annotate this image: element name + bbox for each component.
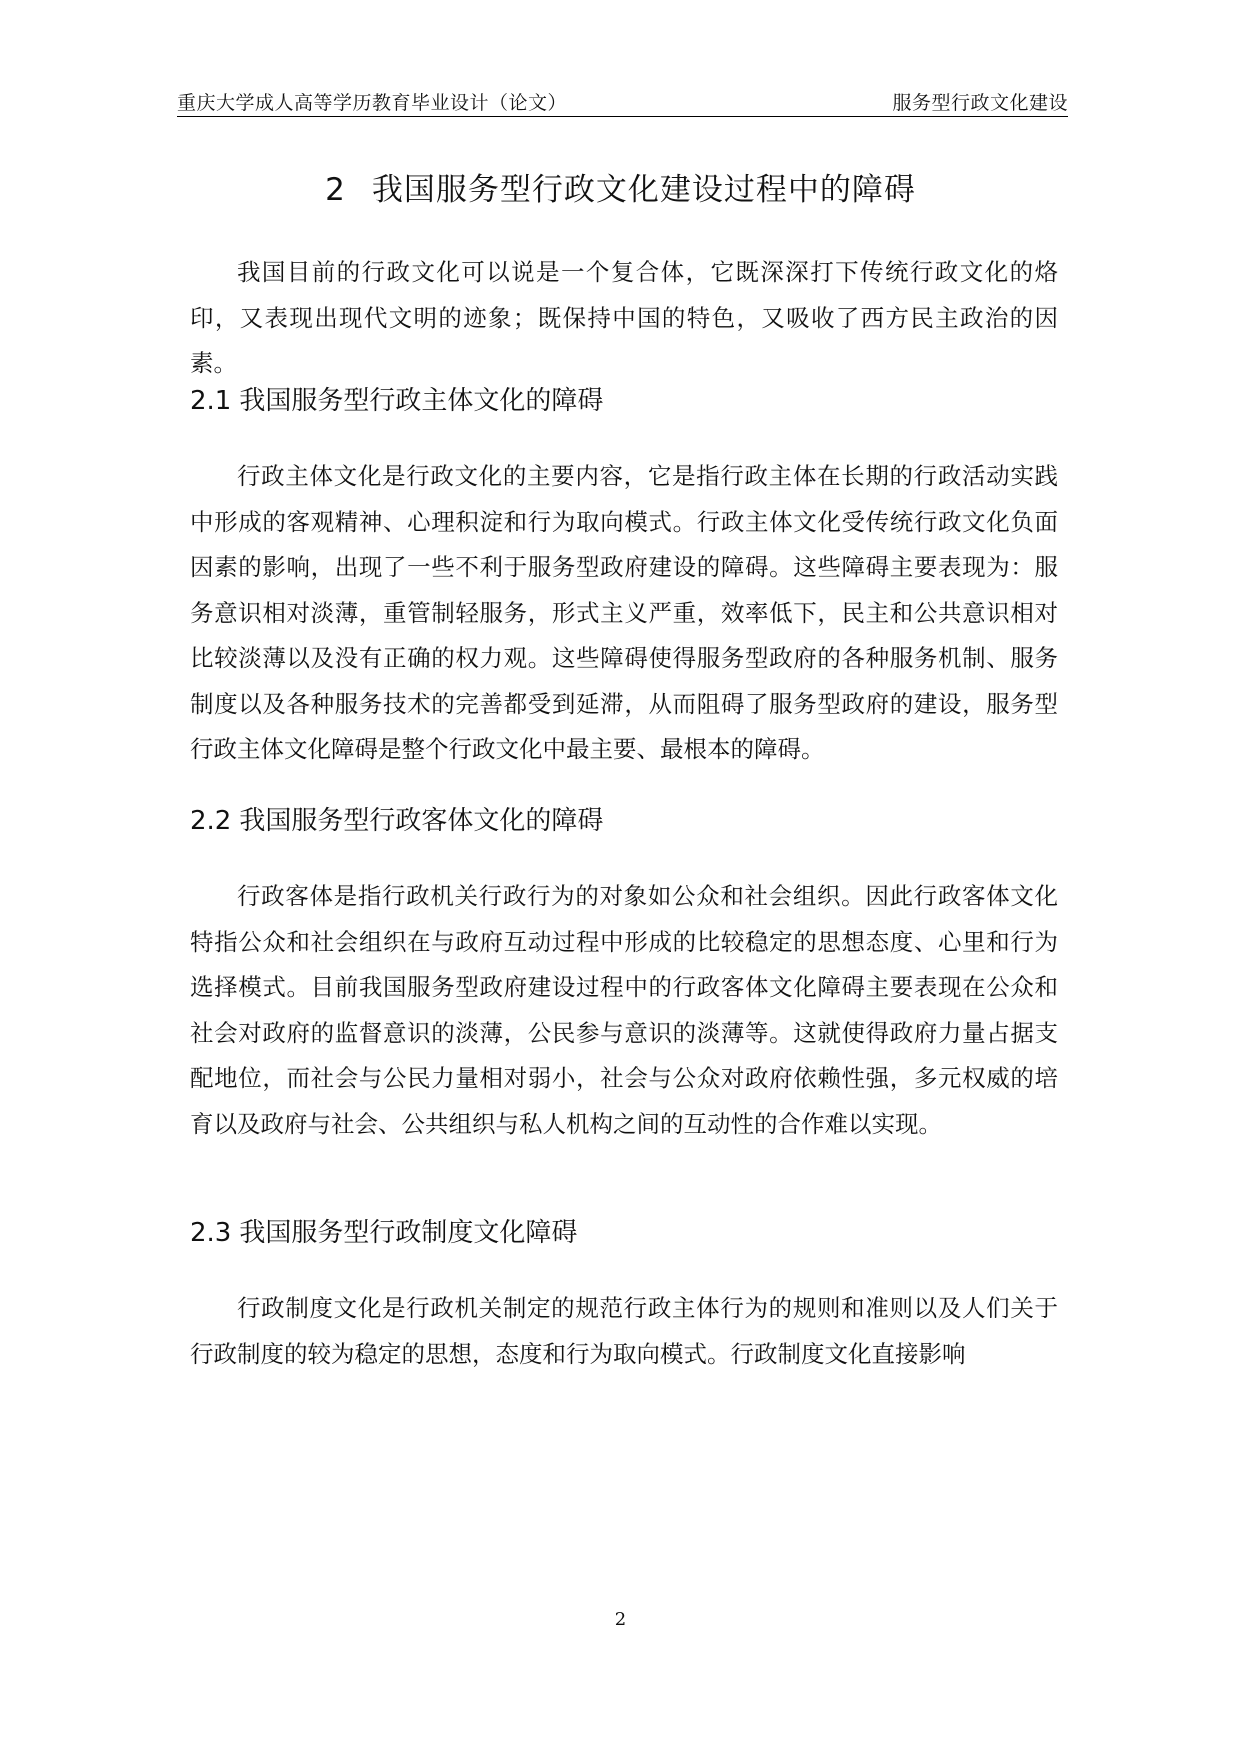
chapter-title: 我国服务型行政文化建设过程中的障碍 [371,172,916,208]
intro-paragraph: 我国目前的行政文化可以说是一个复合体，它既深深打下传统行政文化的烙印，又表现出现代文明的迹象；既保持中国的特色，又吸收了西方民主政治的因素。 [190,258,1058,377]
section-title: 我国服务型行政客体文化的障碍 [239,806,604,836]
section-title: 我国服务型行政制度文化障碍 [239,1218,578,1248]
section-number: 2.2 [190,806,232,836]
chapter-number: 2 [325,172,346,208]
section-title: 我国服务型行政主体文化的障碍 [239,386,604,416]
section-heading-2-3 [190,1212,577,1249]
section-2-1-paragraph: 行政主体文化是行政文化的主要内容，它是指行政主体在长期的行政活动实践中形成的客观精神、心理积淀和行为取向模式。行政主体文化受传统行政文化负面因素的影响，出现了一些不利于服务型政府建设的障碍。这些障碍主要表现为：服务意识相对淡薄，重管制轻服务，形式主义严重，效率低下，民主和公共意识相对比较淡薄以及没有正确的权力观。这些障碍使得服务型政府的各种服务机制、服务制度以及各种服务技术的完善都受到延滞，从而阻碍了服务型政府的建设，服务型行政主体文化障碍是整个行政文化中最主要、最根本的障碍。 [190,462,1058,763]
section-2-3-paragraph: 行政制度文化是行政机关制定的规范行政主体行为的规则和准则以及人们关于行政制度的较为稳定的思想，态度和行为取向模式。行政制度文化直接影响 [190,1294,1058,1368]
header-thesis-label: 重庆大学成人高等学历教育毕业设计（论文） [177,92,568,114]
chapter-heading [0,164,1241,209]
section-number: 2.3 [190,1218,232,1248]
running-header [177,86,1068,117]
section-heading-2-2 [190,800,603,837]
section-number: 2.1 [190,386,232,416]
page-number: 2 [614,1609,627,1630]
header-topic-label: 服务型行政文化建设 [892,92,1068,114]
section-2-2-paragraph: 行政客体是指行政机关行政行为的对象如公众和社会组织。因此行政客体文化特指公众和社会组织在与政府互动过程中形成的比较稳定的思想态度、心里和行为选择模式。目前我国服务型政府建设过程中的行政客体文化障碍主要表现在公众和社会对政府的监督意识的淡薄，公民参与意识的淡薄等。这就使得政府力量占据支配地位，而社会与公民力量相对弱小，社会与公众对政府依赖性强，多元权威的培育以及政府与社会、公共组织与私人机构之间的互动性的合作难以实现。 [190,882,1058,1138]
section-heading-2-1 [190,380,603,417]
